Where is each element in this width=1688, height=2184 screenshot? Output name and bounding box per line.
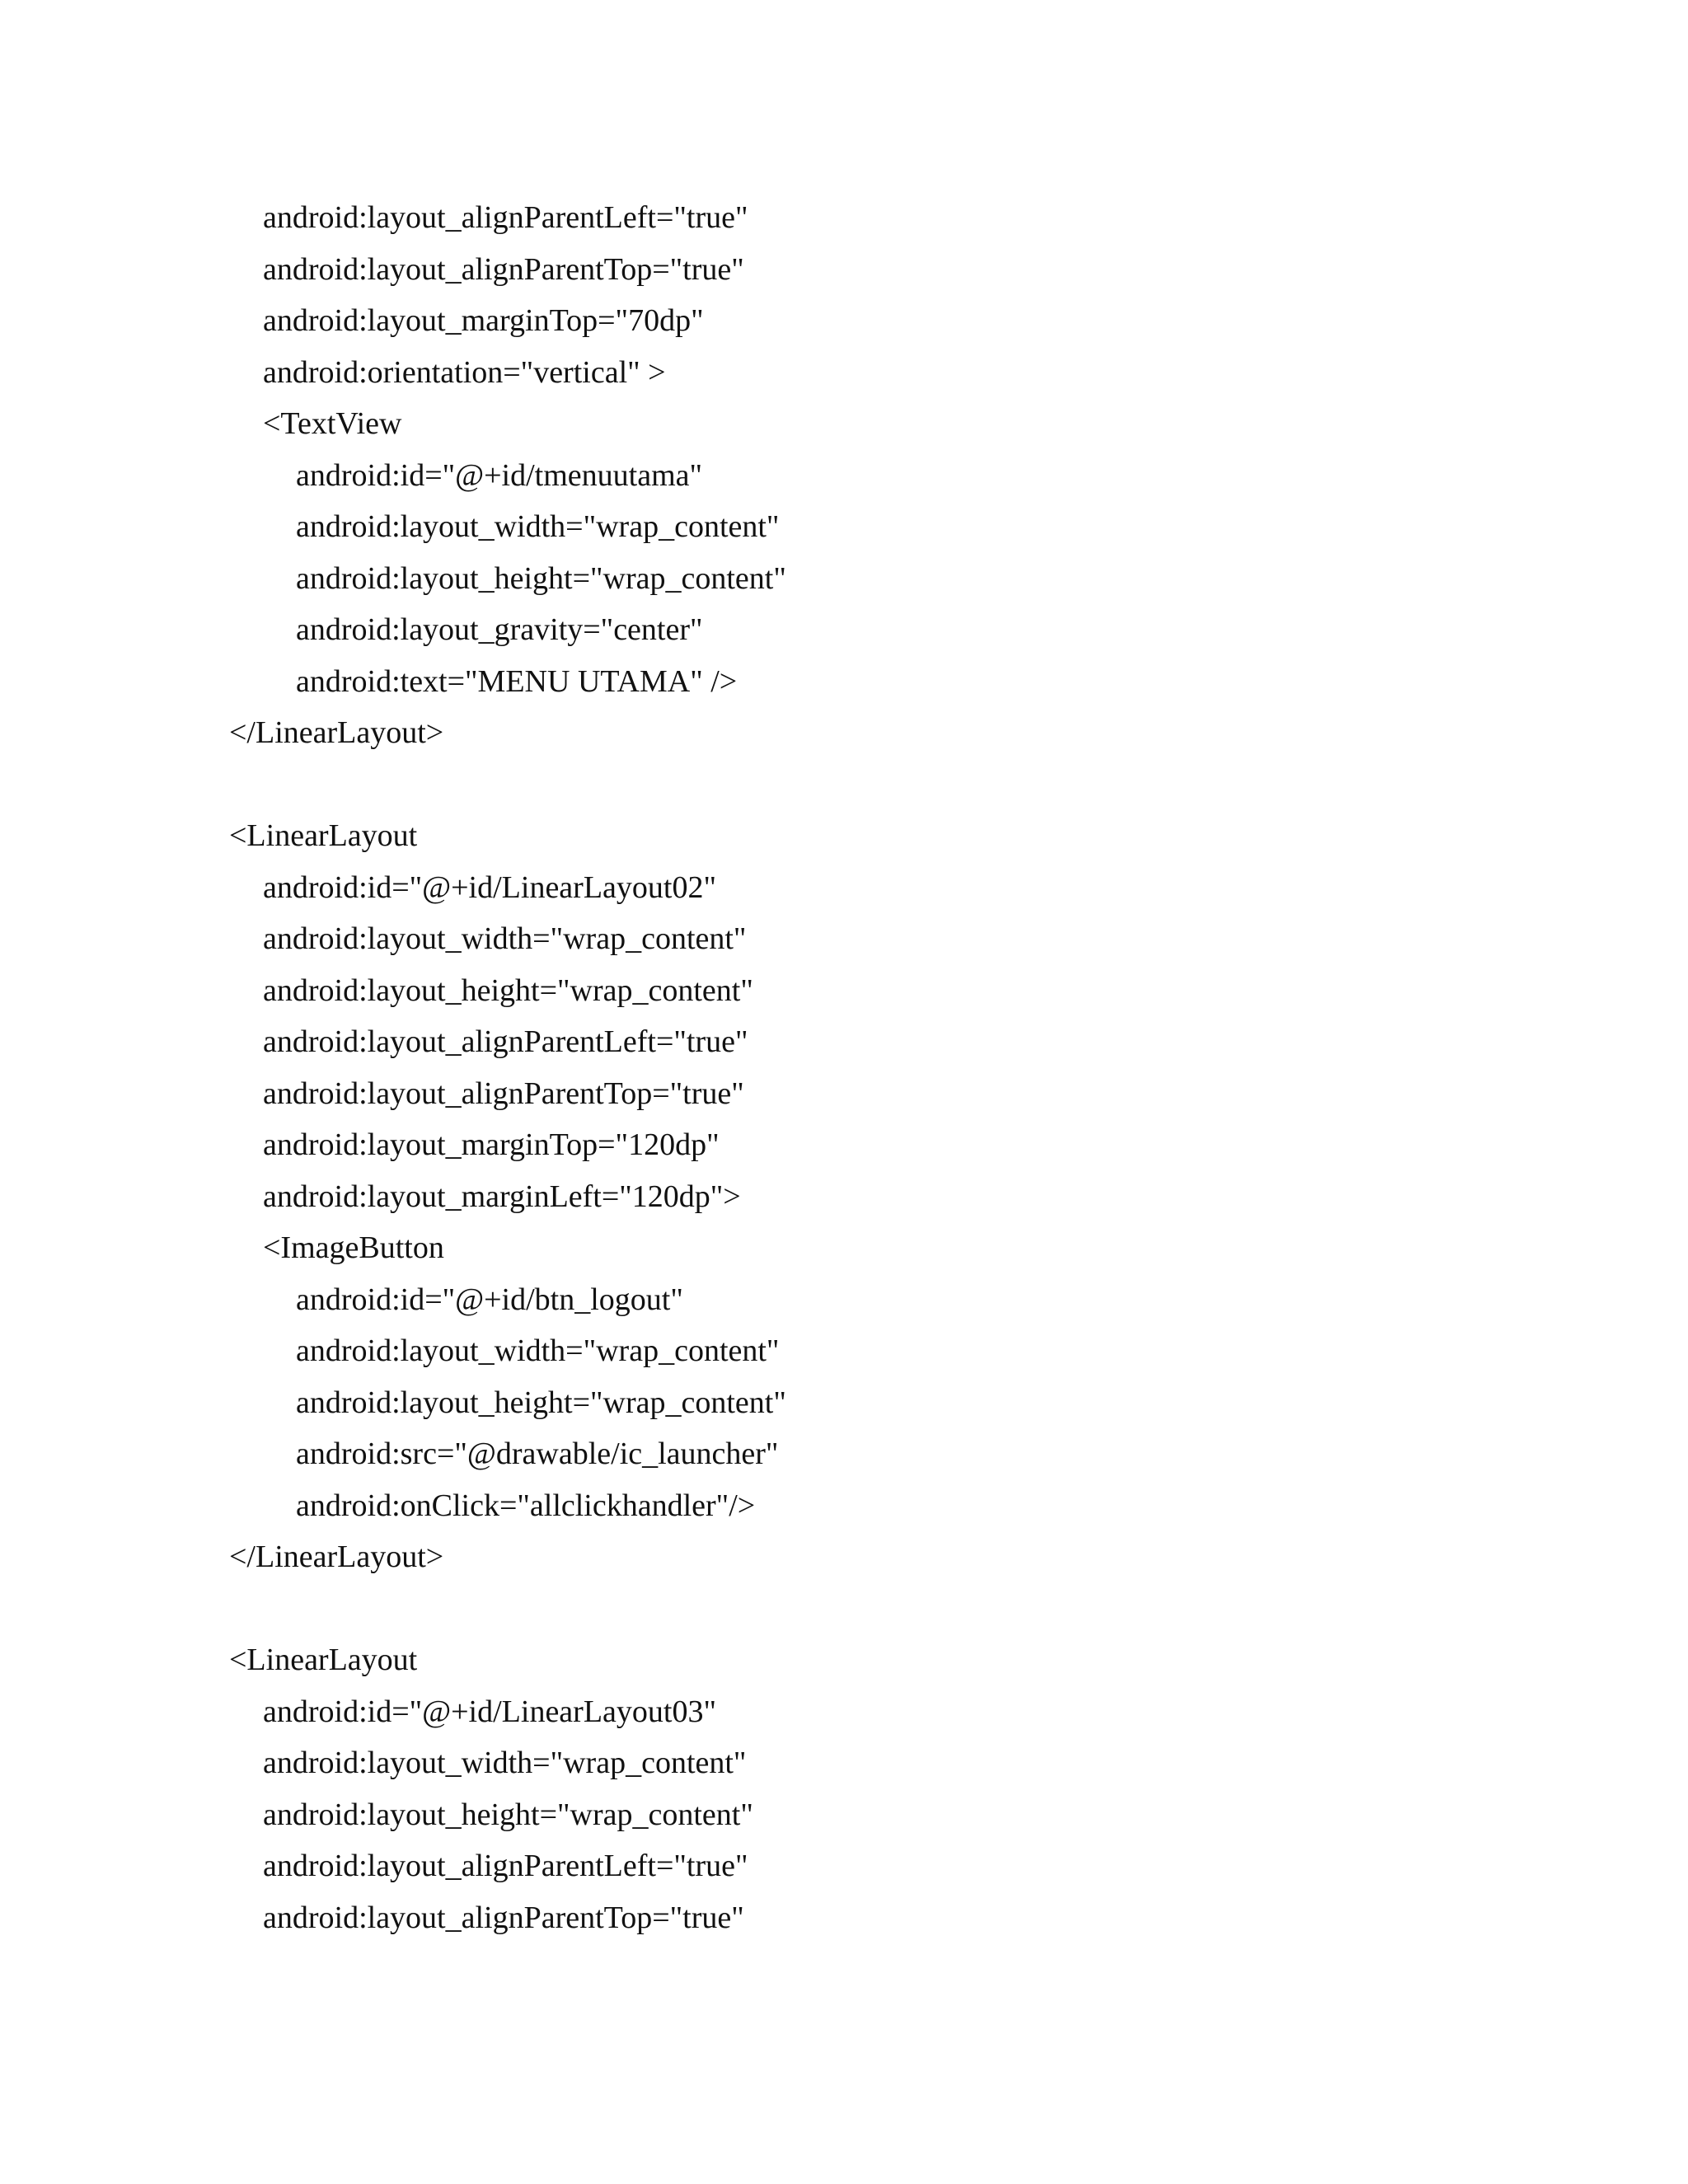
code-line: </LinearLayout>: [229, 1540, 444, 1574]
code-line: <ImageButton: [263, 1230, 444, 1265]
code-line: android:layout_alignParentTop="true": [263, 251, 744, 287]
code-line: android:orientation="vertical" >: [263, 354, 666, 390]
code-line: android:id="@+id/tmenuutama": [296, 457, 703, 493]
code-line: android:layout_marginTop="70dp": [263, 303, 704, 338]
code-line: </LinearLayout>: [229, 715, 444, 750]
code-line: android:layout_gravity="center": [296, 612, 703, 647]
code-line: android:onClick="allclickhandler"/>: [296, 1488, 756, 1523]
code-line: android:layout_alignParentTop="true": [263, 1076, 744, 1111]
code-line: android:src="@drawable/ic_launcher": [296, 1436, 779, 1471]
code-line: android:layout_height="wrap_content": [263, 1797, 753, 1832]
code-line: android:layout_height="wrap_content": [296, 1385, 786, 1420]
code-line: <LinearLayout: [229, 818, 418, 853]
code-line: android:id="@+id/LinearLayout03": [263, 1694, 716, 1729]
code-line: android:layout_height="wrap_content": [296, 560, 786, 596]
blank-line: [0, 759, 1688, 811]
code-line: android:id="@+id/LinearLayout02": [263, 869, 716, 905]
xml-code-listing: [0, 192, 1688, 1943]
code-line: android:layout_marginTop="120dp": [263, 1127, 720, 1162]
code-line: android:text="MENU UTAMA" />: [296, 663, 738, 699]
code-line: android:id="@+id/btn_logout": [296, 1282, 683, 1317]
code-line: android:layout_alignParentTop="true": [263, 1900, 744, 1935]
code-line: android:layout_marginLeft="120dp">: [263, 1179, 741, 1214]
code-line: android:layout_alignParentLeft="true": [263, 1024, 748, 1059]
code-line: <TextView: [263, 406, 402, 441]
code-line: android:layout_height="wrap_content": [263, 972, 753, 1008]
code-line: android:layout_width="wrap_content": [263, 921, 747, 956]
code-line: android:layout_width="wrap_content": [296, 509, 780, 544]
code-line: <LinearLayout: [229, 1643, 418, 1677]
code-line: android:layout_alignParentLeft="true": [263, 200, 748, 235]
blank-line: [0, 1583, 1688, 1635]
code-line: android:layout_alignParentLeft="true": [263, 1849, 748, 1883]
code-line: android:layout_width="wrap_content": [263, 1746, 747, 1780]
code-line: android:layout_width="wrap_content": [296, 1333, 780, 1368]
